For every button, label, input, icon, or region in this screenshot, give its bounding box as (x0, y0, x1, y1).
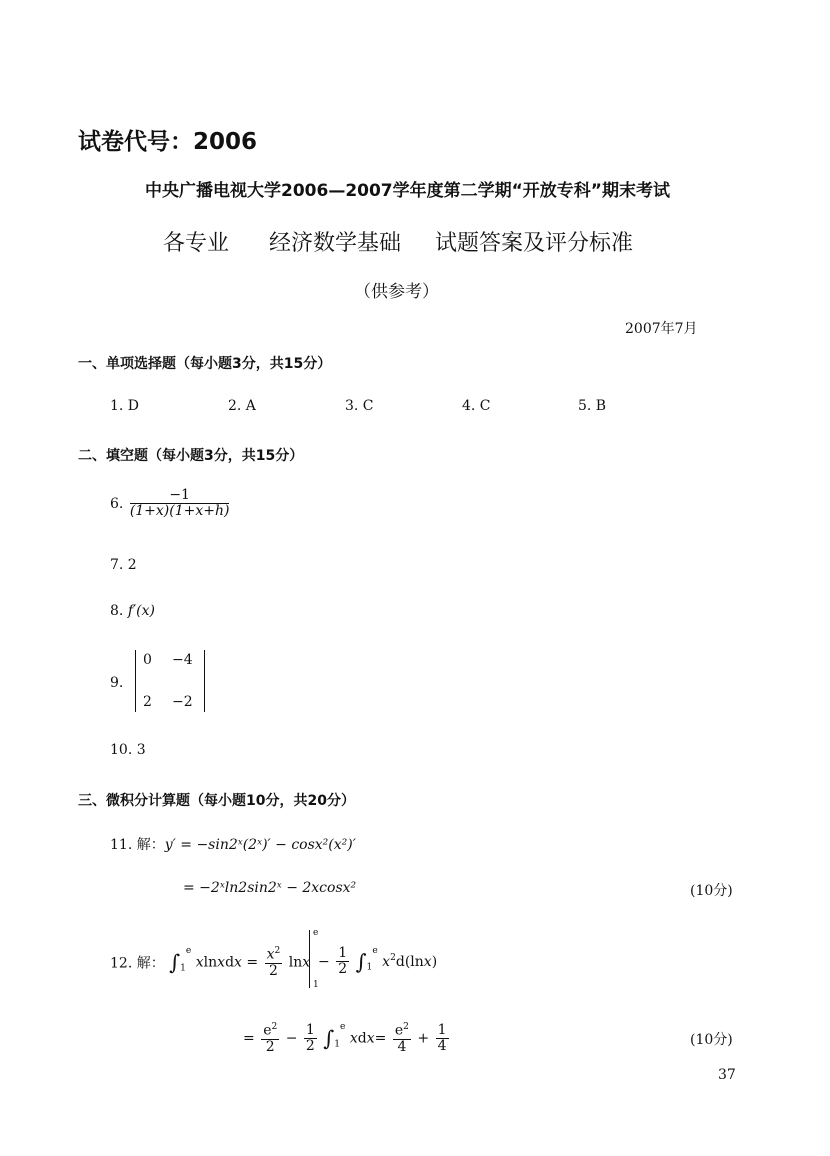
subtitle-major: 各专业 (163, 231, 230, 256)
q8-expression: f′(x) (127, 603, 155, 619)
answer-4: 4. C (462, 398, 491, 414)
q12-bar-lower: 1 (313, 980, 319, 990)
integral-sign-icon: ∫ (169, 950, 181, 975)
q8-label: 8. (110, 603, 124, 619)
q6-fraction (130, 488, 230, 520)
q12-evaluation-bar (309, 930, 310, 988)
q6-denominator: (1+x)(1+x+h) (129, 503, 230, 520)
answer-1: 1. D (110, 398, 140, 414)
section-2-title: 二、填空题（每小题3分，共15分） (78, 448, 304, 464)
q11-line-1: y′ = −sin2ˣ(2ˣ)′ − cosx²(x²)′ (164, 837, 356, 853)
paper-code: 试卷代号：2006 (78, 129, 258, 155)
exam-date: 2007年7月 (625, 321, 698, 337)
answer-2: 2. A (228, 398, 256, 414)
q12-line-2: = $\frac{e^2}{2}$ − $\frac{1}{2}$ $\int_1^e$ xdx= $\frac{e^2}{4}$ + $\frac{1}{4}$ (243, 1021, 447, 1056)
q12-score: (10分) (690, 1032, 733, 1048)
q9-cell-11: 0 (143, 652, 152, 668)
question-8 (110, 603, 155, 619)
q11-label: 11. 解： (110, 837, 165, 853)
q9-cell-21: 2 (143, 694, 152, 710)
answer-3: 3. C (345, 398, 374, 414)
q12-line-1-rest: − $\frac{1}{2}$ $\int_1^e$ $x^2d(\ln x)$ (318, 945, 438, 978)
q9-cell-22: −2 (172, 694, 193, 710)
subtitle-doc: 试题答案及评分标准 (435, 231, 634, 256)
question-6 (110, 488, 231, 520)
q11-line-2: = −2ˣln2sin2ˣ − 2xcosx² (183, 880, 357, 896)
q9-label: 9. (110, 675, 124, 691)
q12-label: 12. 解： (110, 955, 165, 972)
question-11 (110, 834, 356, 854)
q9-cell-12: −4 (172, 652, 193, 668)
exam-title: 中央广播电视大学2006—2007学年度第二学期“开放专科”期末考试 (145, 181, 670, 201)
q9-matrix (135, 650, 205, 712)
q6-label: 6. (110, 495, 124, 512)
answer-5: 5. B (578, 398, 607, 414)
subtitle-course: 经济数学基础 (269, 231, 402, 256)
question-12: 12. 解： $\int_1^e$ xlnxdx = $\frac{x^2}{2}$ lnx (110, 946, 311, 980)
q11-score: (10分) (690, 883, 733, 899)
section-1-title: 一、单项选择题（每小题3分，共15分） (78, 356, 332, 372)
subtitle (163, 226, 633, 257)
page-number: 37 (718, 1067, 736, 1083)
question-10: 10. 3 (110, 742, 146, 758)
reference-note: （供参考） (354, 282, 439, 302)
question-7: 7. 2 (110, 557, 137, 573)
q6-numerator: −1 (130, 488, 230, 504)
q12-bar-upper: e (313, 928, 319, 938)
section-3-title: 三、微积分计算题（每小题10分，共20分） (78, 793, 355, 809)
